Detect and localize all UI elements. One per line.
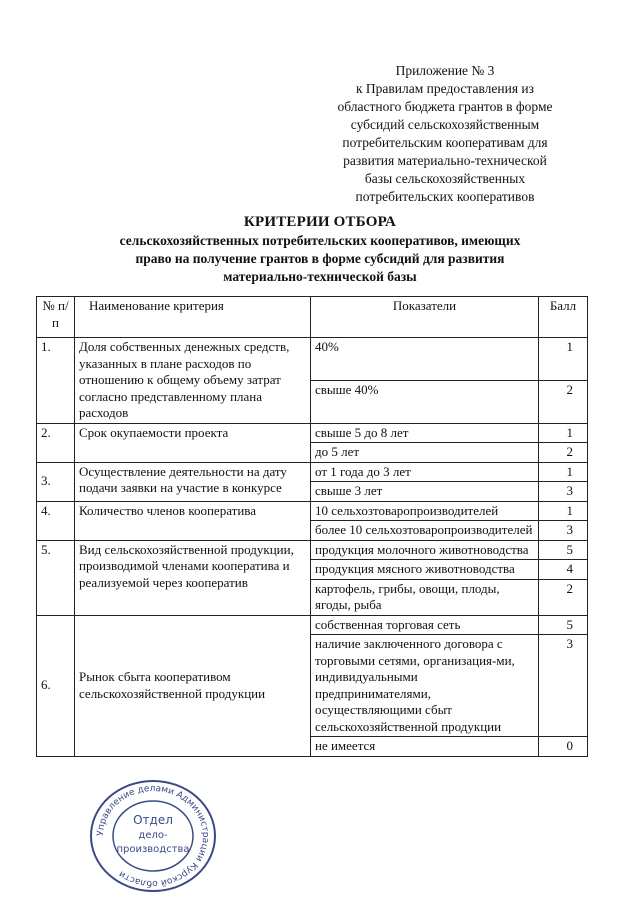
header-name: Наименование критерия — [75, 297, 311, 338]
header-num: № п/п — [37, 297, 75, 338]
appendix-line: к Правилам предоставления из — [356, 81, 534, 96]
points-cell: 2 — [539, 380, 588, 423]
document-subtitle — [40, 232, 600, 286]
criterion-number: 6. — [37, 615, 75, 756]
table-row — [37, 423, 588, 443]
appendix-note — [300, 62, 590, 206]
stamp-center-line: производства — [116, 844, 190, 855]
indicator-cell: собственная торговая сеть — [311, 615, 539, 635]
indicator-cell: продукция мясного животноводства — [311, 560, 539, 580]
indicator-cell: 10 сельхозтоваропроизводителей — [311, 501, 539, 521]
points-cell: 1 — [539, 462, 588, 482]
criterion-name: Вид сельскохозяйственной продукции, производимой членами кооператива и реализуемой через кооператив — [75, 540, 311, 615]
appendix-line: базы сельскохозяйственных — [364, 171, 526, 186]
header-points: Балл — [539, 297, 588, 338]
stamp-center-line: дело- — [138, 830, 168, 841]
office-stamp — [86, 778, 220, 894]
points-cell: 0 — [539, 737, 588, 757]
points-cell: 3 — [539, 521, 588, 541]
criterion-number: 4. — [37, 501, 75, 540]
points-cell: 2 — [539, 443, 588, 463]
appendix-line: Приложение № 3 — [395, 63, 495, 78]
points-cell: 3 — [539, 635, 588, 737]
points-cell: 1 — [539, 501, 588, 521]
criterion-name: Рынок сбыта кооперативом сельскохозяйственной продукции — [75, 615, 311, 756]
indicator-cell: до 5 лет — [311, 443, 539, 463]
points-cell: 1 — [539, 423, 588, 443]
indicator-cell: свыше 5 до 8 лет — [311, 423, 539, 443]
criterion-number: 3. — [37, 462, 75, 501]
table-row — [37, 540, 588, 560]
appendix-line: потребительских кооперативов — [355, 189, 535, 204]
stamp-center-line: Отдел — [133, 813, 173, 827]
appendix-line: развития материально-технической — [343, 153, 547, 168]
points-cell: 3 — [539, 482, 588, 502]
criterion-name: Количество членов кооператива — [75, 501, 311, 540]
points-cell: 2 — [539, 579, 588, 615]
table-header-row — [37, 297, 588, 338]
points-cell: 1 — [539, 338, 588, 381]
points-cell: 4 — [539, 560, 588, 580]
indicator-cell: наличие заключенного договора с торговыми сетями, организация-ми, индивидуальными предпринимателями, осуществляющими сбыт сельскохозяйственной продукции — [311, 635, 539, 737]
points-cell: 5 — [539, 540, 588, 560]
criterion-name: Осуществление деятельности на дату подачи заявки на участие в конкурсе — [75, 462, 311, 501]
indicator-cell: картофель, грибы, овощи, плоды, ягоды, рыба — [311, 579, 539, 615]
subtitle-line: право на получение грантов в форме субсидий для развития — [135, 251, 505, 266]
indicator-cell: свыше 3 лет — [311, 482, 539, 502]
table-row — [37, 501, 588, 521]
stamp-ring-path-text: Управление делами Администрации Курской области — [95, 783, 211, 889]
criterion-name: Доля собственных денежных средств, указанных в плане расходов по отношению к общему объему затрат согласно представленному плана расходов — [75, 338, 311, 424]
indicator-cell: свыше 40% — [311, 380, 539, 423]
appendix-line: субсидий сельскохозяйственным — [350, 117, 540, 132]
subtitle-line: материально-технической базы — [223, 269, 417, 284]
appendix-line: потребительским кооперативам для — [342, 135, 548, 150]
criterion-name: Срок окупаемости проекта — [75, 423, 311, 462]
subtitle-line: сельскохозяйственных потребительских кооперативов, имеющих — [119, 233, 521, 248]
criteria-table — [36, 296, 588, 757]
criterion-number: 5. — [37, 540, 75, 615]
indicator-cell: от 1 года до 3 лет — [311, 462, 539, 482]
document-title: КРИТЕРИИ ОТБОРА — [243, 214, 397, 230]
indicator-cell: продукция молочного животноводства — [311, 540, 539, 560]
header-indicators: Показатели — [311, 297, 539, 338]
indicator-cell: 40% — [311, 338, 539, 381]
appendix-line: областного бюджета грантов в форме — [337, 99, 553, 114]
criteria-body — [37, 338, 588, 757]
table-row — [37, 615, 588, 635]
indicator-cell: более 10 сельхозтоваропроизводителей — [311, 521, 539, 541]
table-row — [37, 462, 588, 482]
indicator-cell: не имеется — [311, 737, 539, 757]
table-row — [37, 338, 588, 381]
criterion-number: 2. — [37, 423, 75, 462]
criterion-number: 1. — [37, 338, 75, 424]
points-cell: 5 — [539, 615, 588, 635]
